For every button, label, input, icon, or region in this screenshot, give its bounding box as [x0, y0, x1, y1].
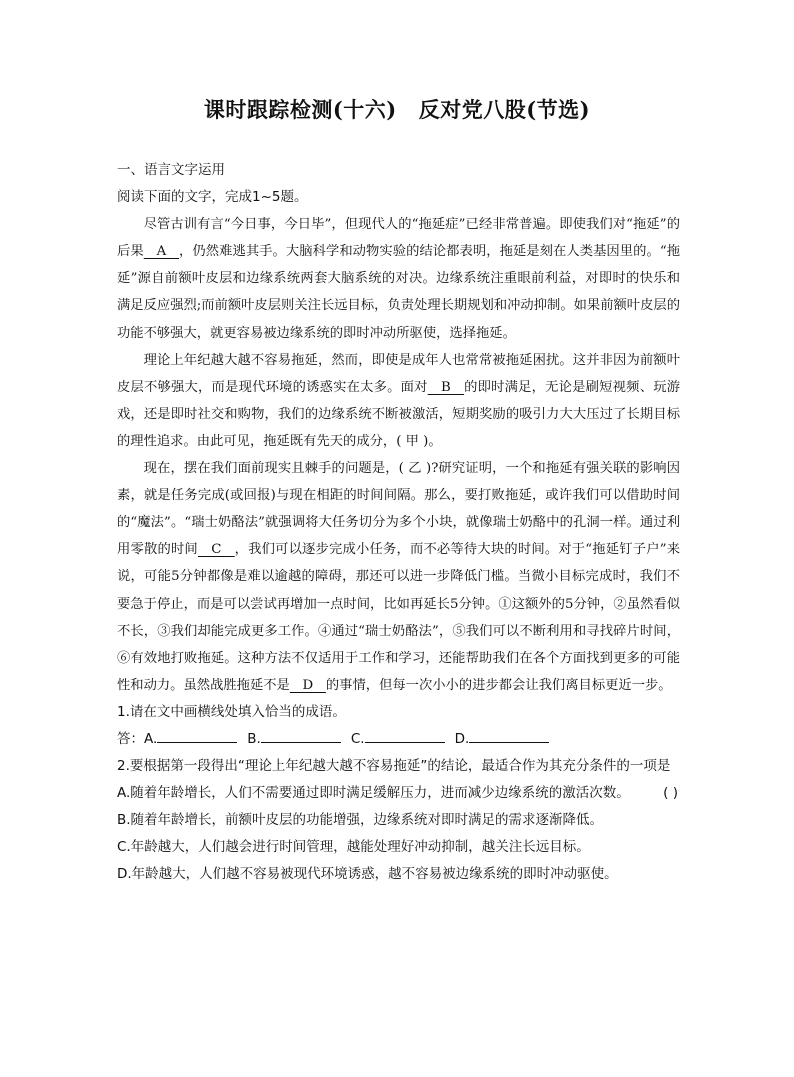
option-d[interactable]: D.年龄越大，人们越不容易被现代环境诱惑，越不容易被边缘系统的即时冲动驱使。	[117, 866, 618, 883]
title-sub: 反对党八股(节选)	[418, 97, 591, 122]
option-a[interactable]: A.随着年龄增长，人们不需要通过即时满足缓解压力，进而减少边缘系统的激活次数。	[117, 785, 630, 802]
option-c[interactable]: C.年龄越大，人们越会进行时间管理，越能处理好冲动抑制，越关注长远目标。	[117, 839, 590, 856]
p2-text-2: 的即时满足，无论是刷短视频、玩游戏，还是即时社交和购物，我们的边缘系统不断被激活，短期奖励的吸引力大大压过了长期目标的理性追求。由此可见，拖延既有先天的成分，( 甲 )。	[117, 379, 681, 449]
answer-d-label: D.	[454, 730, 470, 747]
p2-text-1: 理论上年纪越大越不容易拖延，然而，即使是成年人也常常被拖延困扰。这并非因为前额叶皮层不够强大，而是现代环境的诱惑实在太多。面对	[117, 352, 680, 395]
answer-a-label: A.	[144, 730, 158, 747]
blank-b: B	[427, 379, 465, 395]
answer-c-field[interactable]	[365, 728, 445, 743]
answer-c-label: C.	[350, 730, 365, 747]
p3-text-2: ，我们可以逐步完成小任务，而不必等待大块的时间。对于“拖延钉子户”来说，可能5分钟都像是难以逾越的障碍，那还可以进一步降低门槛。当微小目标完成时，我们不要急于停止，而是可以尝试再增加一点时间，比如再延长5分钟。①这额外的5分钟，②虽然看似不长，③我们却能完成更多工作。④通过“瑞士奶酪法”，⑤我们可以不断利用和寻找碎片时间，⑥有效地打败拖延。这种方法不仅适用于工作和学习，还能帮助我们在各个方面找到更多的可能性和动力。虽然战胜拖延不是	[117, 542, 680, 693]
answer-label: 答：	[117, 730, 144, 747]
p1-text-1: 尽管古训有言“今日事，今日毕”，但现代人的“拖延症”已经非常普遍。即使我们对“拖延”的后果	[117, 217, 680, 260]
p1-text-2: ，仍然难逃其手。大脑科学和动物实验的结论都表明，拖延是刻在人类基因里的。“拖延”源自前额叶皮层和边缘系统两套大脑系统的对决。边缘系统注重眼前利益，对即时的快乐和满足反应强烈;而前额叶皮层则关注长远目标，负责处理长期规划和冲动抑制。如果前额叶皮层的功能不够强大，就更容易被边缘系统的即时冲动所驱使，选择拖延。	[117, 244, 681, 341]
question-2-options	[117, 780, 680, 888]
answer-row	[117, 726, 680, 753]
title-main: 课时跟踪检测(十六)	[203, 97, 397, 122]
passage-paragraph-3	[117, 455, 680, 699]
section-heading: 一、语言文字运用	[117, 162, 225, 178]
question-1: 1.请在文中画横线处填入恰当的成语。	[117, 703, 346, 720]
answer-paren[interactable]: ( )	[663, 785, 678, 802]
answer-d-field[interactable]	[469, 728, 549, 743]
content-body	[117, 157, 680, 889]
blank-a: A	[143, 244, 180, 260]
p3-text-3: 的事情，但每一次小小的进步都会让我们离目标更近一步。	[325, 677, 672, 693]
answer-a-field[interactable]	[157, 728, 237, 743]
page-title	[0, 94, 794, 124]
question-2-text: 2.要根据第一段得出“理论上年纪越大越不容易拖延”的结论，最适合作为其充分条件的一项是	[117, 758, 671, 775]
section-instruction: 阅读下面的文字，完成1~5题。	[117, 189, 308, 206]
passage-paragraph-1	[117, 211, 680, 346]
passage-paragraph-2	[117, 347, 680, 455]
option-b[interactable]: B.随着年龄增长，前额叶皮层的功能增强，边缘系统对即时满足的需求逐渐降低。	[117, 812, 604, 829]
answer-b-label: B.	[247, 730, 261, 747]
blank-c: C	[197, 542, 235, 558]
answer-b-field[interactable]	[261, 728, 341, 743]
blank-d: D	[289, 677, 326, 693]
p3-text-1: 现在，摆在我们面前现实且棘手的问题是，( 乙 )?研究证明，一个和拖延有强关联的影响因素，就是任务完成(或回报)与现在相距的时间间隔。那么，要打败拖延，或许我们可以借助时间的“魔法”。“瑞士奶酪法”就强调将大任务切分为多个小块，就像瑞士奶酪中的孔洞一样。通过利用零散的时间	[117, 461, 680, 558]
